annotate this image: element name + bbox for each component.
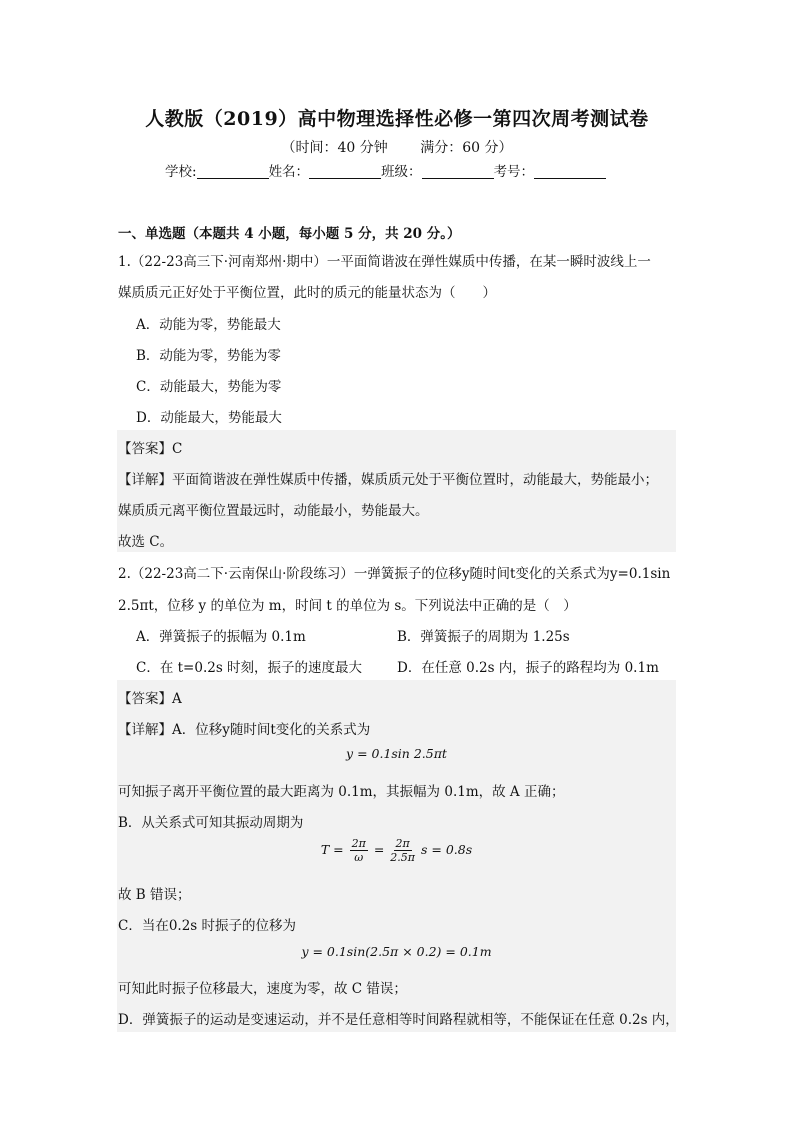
q2-formula-period	[117, 837, 676, 864]
fraction-2-numerator: 2π	[395, 837, 410, 850]
q1-detail-line3: 故选 C。	[118, 534, 174, 550]
q2-detail-line5: C．当在0.2s 时振子的位移为	[118, 918, 297, 934]
q1-stem-line2: 媒质质元正好处于平衡位置，此时的质元的能量状态为（ ）	[118, 285, 496, 301]
q1-option-d: D．动能最大，势能最大	[136, 410, 282, 426]
exam-no-label: 考号：	[493, 164, 535, 180]
q2-option-b: B．弹簧振子的周期为 1.25s	[397, 629, 570, 645]
q2-detail-line6: 可知此时振子位移最大，速度为零，故 C 错误；	[118, 981, 407, 997]
period-lhs: T =	[320, 842, 344, 857]
q2-formula-position: y = 0.1sin(2.5π × 0.2) = 0.1m	[301, 944, 492, 959]
name-blank	[309, 164, 381, 179]
q2-answer: 【答案】A	[118, 691, 182, 707]
q1-answer: 【答案】C	[118, 441, 183, 457]
q2-detail-line2: 可知振子离开平衡位置的最大距离为 0.1m，其振幅为 0.1m，故 A 正确；	[118, 784, 565, 800]
class-blank	[422, 164, 494, 179]
fraction-1-numerator: 2π	[351, 837, 366, 850]
section-heading: 一、单选题（本题共 4 小题，每小题 5 分，共 20 分。）	[118, 226, 461, 242]
exam-time: （时间：40 分钟	[281, 140, 388, 156]
period-fraction-1	[350, 837, 368, 864]
q2-stem-line2: 2.5πt，位移 y 的单位为 m，时间 t 的单位为 s。下列说法中正确的是（ ）	[118, 598, 577, 614]
q1-detail-line2: 媒质质元离平衡位置最远时，动能最小，势能最大。	[118, 503, 429, 519]
q2-detail-line4: 故 B 错误；	[118, 887, 191, 903]
q2-detail-line3: B．从关系式可知其振动周期为	[118, 815, 304, 831]
page-title: 人教版（2019）高中物理选择性必修一第四次周考测试卷	[145, 108, 649, 130]
q2-option-c: C．在 t=0.2s 时刻，振子的速度最大	[136, 660, 363, 676]
q2-detail-line1: 【详解】A．位移y随时间t变化的关系式为	[118, 722, 371, 738]
period-rhs: s = 0.8s	[421, 842, 473, 857]
name-label: 姓名：	[268, 164, 310, 180]
fraction-1-denominator: ω	[354, 851, 364, 864]
fraction-2-denominator: 2.5π	[390, 851, 416, 864]
period-equals: =	[373, 842, 385, 857]
school-label: 学校:	[165, 164, 197, 180]
q1-stem-line1: 1.（22-23高三下·河南郑州·期中）一平面简谐波在弹性媒质中传播，在某一瞬时波线上一	[118, 254, 651, 270]
exam-subtitle	[0, 137, 794, 157]
q1-option-a: A．动能为零，势能最大	[136, 317, 281, 333]
q1-option-b: B．动能为零，势能为零	[136, 348, 281, 364]
student-info-line	[165, 160, 606, 180]
q1-answer-block	[117, 430, 676, 552]
q2-stem-line1: 2.（22-23高二下·云南保山·阶段练习）一弹簧振子的位移y随时间t变化的关系式为y=0.1sin	[118, 566, 671, 582]
q1-option-c: C．动能最大，势能为零	[136, 379, 282, 395]
exam-score: 满分：60 分）	[420, 140, 513, 156]
period-fraction-2	[390, 837, 415, 864]
school-blank	[197, 164, 269, 179]
q1-detail-line1: 【详解】平面简谐波在弹性媒质中传播，媒质质元处于平衡位置时，动能最大，势能最小；	[118, 472, 658, 488]
exam-no-blank	[534, 164, 606, 179]
class-label: 班级：	[381, 164, 422, 180]
q2-formula-displacement: y = 0.1sin 2.5πt	[346, 746, 447, 761]
q2-option-d: D．在任意 0.2s 内，振子的路程均为 0.1m	[397, 660, 659, 676]
q2-option-a: A．弹簧振子的振幅为 0.1m	[136, 629, 306, 645]
q2-detail-line7: D．弹簧振子的运动是变速运动，并不是任意相等时间路程就相等，不能保证在任意 0.2s 内，	[118, 1012, 679, 1028]
